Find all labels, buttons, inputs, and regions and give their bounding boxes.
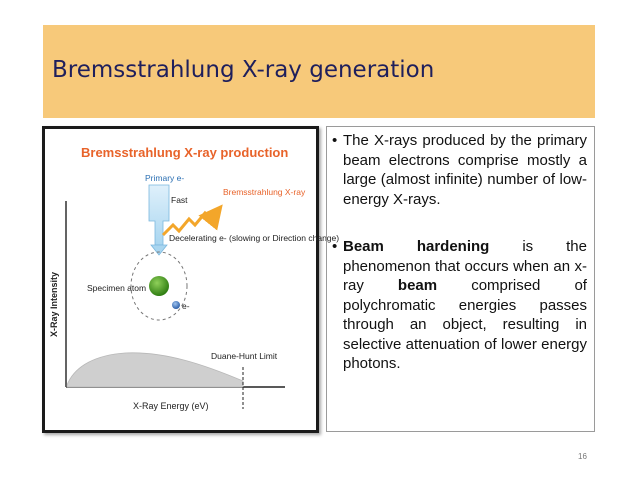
bullet-2-bold-lead: Beam hardening xyxy=(343,238,490,255)
bremsstrahlung-arrow xyxy=(163,209,219,235)
bullet-marker: • xyxy=(332,238,338,255)
bullet-marker: • xyxy=(332,132,338,149)
bullet-2-bold-word: beam xyxy=(397,277,438,294)
electron-label: e- xyxy=(182,301,190,311)
bullet-1-body: The X-rays produced by the primary beam electrons comprise mostly a large (almost infinite) number of low-energy X-rays. xyxy=(343,132,587,208)
bullet-1-text xyxy=(343,131,587,209)
primary-beam xyxy=(149,185,169,245)
electron-icon xyxy=(172,301,180,309)
duane-hunt-limit-label: Duane-Hunt Limit xyxy=(211,351,278,361)
title-bar xyxy=(43,25,595,118)
bullet-2-post: comprised of polychromatic energies passes through an object, resulting in selective attenuation of lower energy photons. xyxy=(343,277,587,372)
bullet-2-mid: is the phenomenon that occurs when an x-ray xyxy=(343,238,587,294)
primary-label: Primary e- xyxy=(145,173,185,183)
page-number: 16 xyxy=(578,452,587,461)
y-axis-label: X-Ray Intensity xyxy=(49,271,59,337)
primary-beam-tip xyxy=(151,245,167,255)
x-axis-label: X-Ray Energy (eV) xyxy=(133,401,209,411)
bremsstrahlung-figure xyxy=(42,126,340,433)
bullet-2-text xyxy=(343,237,587,374)
nucleus-icon xyxy=(149,276,169,296)
slide-title: Bremsstrahlung X-ray generation xyxy=(52,57,435,83)
fast-label: Fast xyxy=(171,195,188,205)
specimen-atom-label: Specimen atom xyxy=(87,283,147,293)
text-box xyxy=(326,126,595,432)
figure-drawing xyxy=(45,129,340,430)
decelerating-label: Decelerating e- (slowing or Direction change) xyxy=(169,233,340,243)
bremsstrahlung-label: Bremsstrahlung X-ray xyxy=(223,187,306,197)
figure-heading: Bremsstrahlung X-ray production xyxy=(81,145,289,160)
